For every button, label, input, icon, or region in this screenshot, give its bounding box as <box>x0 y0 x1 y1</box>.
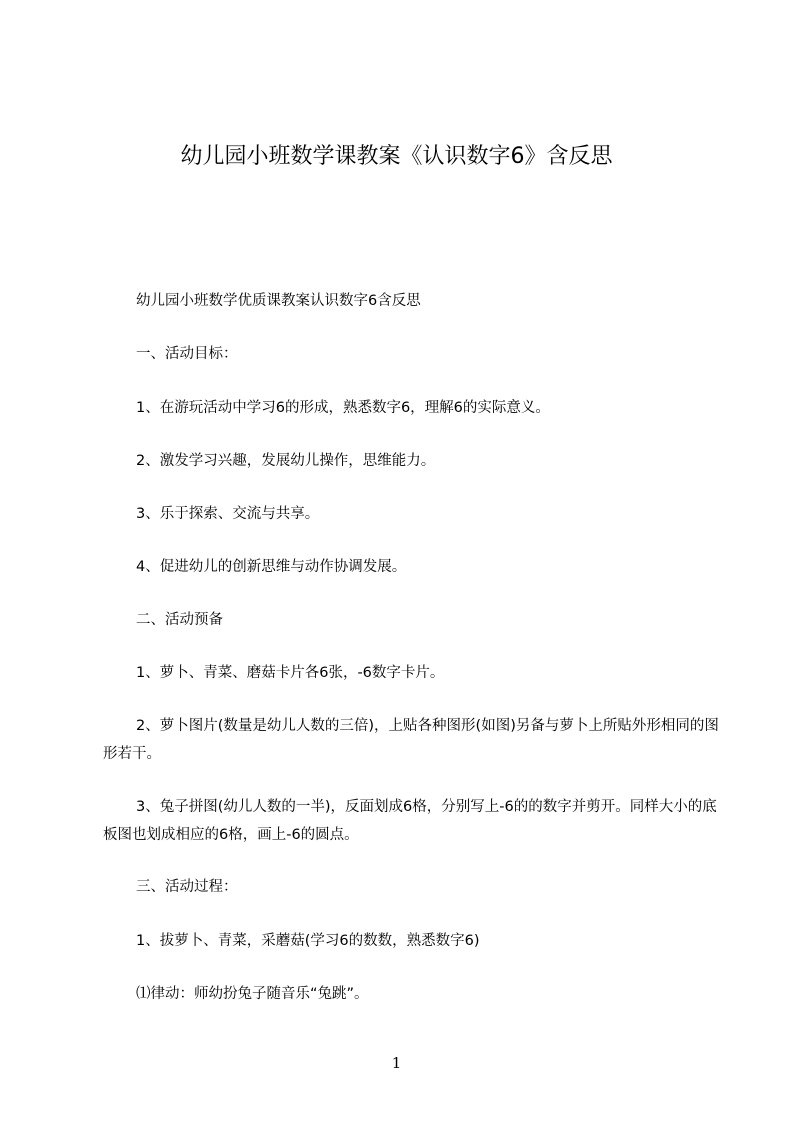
paragraph-prep-1: 1、萝卜、青菜、磨菇卡片各6张，-6数字卡片。 <box>136 665 445 681</box>
paragraph-section-heading: 三、活动过程： <box>136 879 238 895</box>
paragraph-goal-2: 2、激发学习兴趣，发展幼儿操作，思维能力。 <box>136 453 436 469</box>
paragraph-subtitle: 幼儿园小班数学优质课教案认识数字6含反思 <box>136 293 421 309</box>
paragraph-process-1: 1、拔萝卜、青菜，采蘑菇(学习6的数数，熟悉数字6) <box>136 933 480 949</box>
paragraph-prep-2: 2、萝卜图片(数量是幼儿人数的三倍)，上贴各种图形(如图)另备与萝卜上所贴外形相同的图形若干。 <box>103 718 719 762</box>
paragraph-section-heading: 一、活动目标： <box>136 346 238 362</box>
page-number: 1 <box>391 1054 402 1072</box>
paragraph-section-heading: 二、活动预备 <box>136 612 223 628</box>
paragraph-goal-3: 3、乐于探索、交流与共享。 <box>136 506 320 522</box>
paragraph-process-1-1: ⑴律动：师幼扮兔子随音乐“兔跳”。 <box>136 986 369 1002</box>
paragraph-prep-3: 3、兔子拼图(幼儿人数的一半)，反面划成6格，分别写上-6的的数字并剪开。同样大小的底板图也划成相应的6格，画上-6的圆点。 <box>103 799 717 843</box>
paragraph-goal-4: 4、促进幼儿的创新思维与动作协调发展。 <box>136 559 407 575</box>
document-title: 幼儿园小班数学课教案《认识数字6》含反思 <box>180 144 613 169</box>
paragraph-goal-1: 1、在游玩活动中学习6的形成，熟悉数字6，理解6的实际意义。 <box>136 400 550 416</box>
